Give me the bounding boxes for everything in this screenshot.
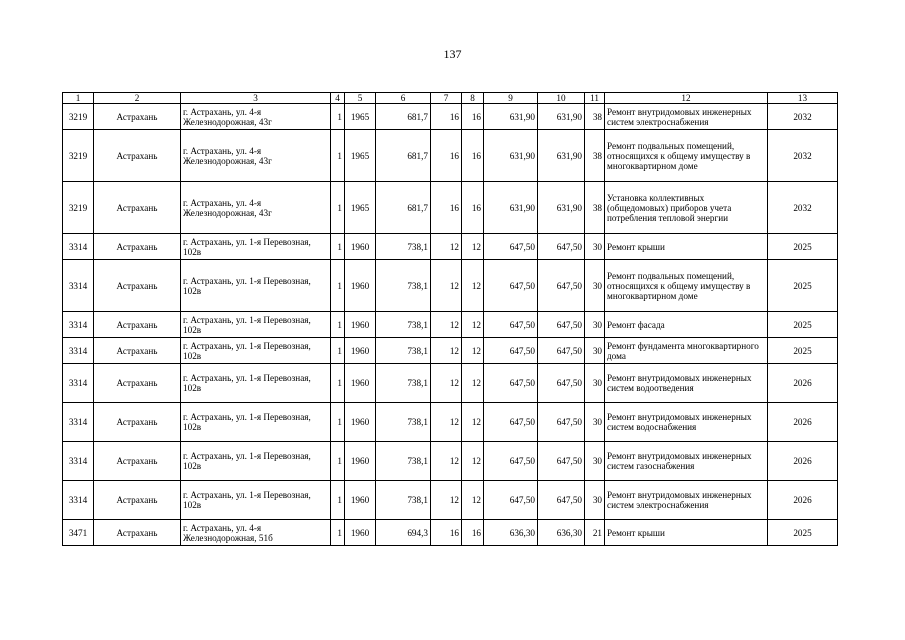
cell-year-planned: 2025 (768, 234, 838, 260)
cell-entrances-b: 12 (462, 338, 484, 364)
cell-year: 1960 (345, 442, 376, 481)
cell-year: 1960 (345, 260, 376, 312)
column-header-7: 7 (431, 93, 462, 104)
cell-area-b: 631,90 (538, 182, 585, 234)
cell-floors-count: 1 (331, 403, 345, 442)
cell-area-b: 631,90 (538, 104, 585, 130)
cell-id: 3314 (63, 312, 94, 338)
cell-area-a: 647,50 (484, 312, 538, 338)
cell-year: 1960 (345, 234, 376, 260)
table-row (63, 520, 838, 546)
cell-year-planned: 2026 (768, 442, 838, 481)
cell-work-type: Ремонт крыши (605, 234, 768, 260)
cell-area: 738,1 (376, 364, 431, 403)
cell-id: 3219 (63, 104, 94, 130)
cell-entrances-a: 12 (431, 481, 462, 520)
cell-floors-count: 1 (331, 364, 345, 403)
cell-entrances-b: 16 (462, 130, 484, 182)
cell-area-a: 647,50 (484, 260, 538, 312)
cell-floors-count: 1 (331, 312, 345, 338)
cell-address: г. Астрахань, ул. 1-я Перевозная, 102в (181, 442, 331, 481)
cell-floors-count: 1 (331, 481, 345, 520)
cell-entrances-b: 16 (462, 182, 484, 234)
cell-floors-count: 1 (331, 442, 345, 481)
cell-city: Астрахань (94, 403, 181, 442)
cell-area: 738,1 (376, 312, 431, 338)
column-header-11: 11 (585, 93, 605, 104)
cell-entrances-a: 12 (431, 312, 462, 338)
cell-year: 1960 (345, 312, 376, 338)
cell-address: г. Астрахань, ул. 1-я Перевозная, 102в (181, 234, 331, 260)
column-header-5: 5 (345, 93, 376, 104)
cell-area: 738,1 (376, 481, 431, 520)
cell-address: г. Астрахань, ул. 1-я Перевозная, 102в (181, 364, 331, 403)
table-row (63, 481, 838, 520)
table-row (63, 442, 838, 481)
cell-area-a: 631,90 (484, 130, 538, 182)
cell-area: 681,7 (376, 182, 431, 234)
cell-year-planned: 2026 (768, 364, 838, 403)
column-header-8: 8 (462, 93, 484, 104)
cell-floors-count: 1 (331, 234, 345, 260)
cell-entrances-a: 12 (431, 442, 462, 481)
cell-year-planned: 2025 (768, 260, 838, 312)
table-header-row (63, 93, 838, 104)
cell-entrances-a: 12 (431, 403, 462, 442)
cell-area-b: 647,50 (538, 481, 585, 520)
cell-area: 681,7 (376, 104, 431, 130)
cell-year-planned: 2032 (768, 130, 838, 182)
cell-count: 30 (585, 364, 605, 403)
cell-year-planned: 2032 (768, 104, 838, 130)
cell-year: 1960 (345, 403, 376, 442)
cell-entrances-b: 12 (462, 312, 484, 338)
cell-entrances-b: 12 (462, 481, 484, 520)
table-row (63, 364, 838, 403)
cell-year-planned: 2026 (768, 403, 838, 442)
cell-city: Астрахань (94, 481, 181, 520)
cell-work-type: Ремонт внутридомовых инженерных систем водоотведения (605, 364, 768, 403)
cell-id: 3314 (63, 442, 94, 481)
table-row (63, 338, 838, 364)
cell-count: 30 (585, 234, 605, 260)
table-row (63, 234, 838, 260)
cell-floors-count: 1 (331, 182, 345, 234)
cell-area-a: 631,90 (484, 104, 538, 130)
cell-area: 738,1 (376, 338, 431, 364)
cell-area-a: 636,30 (484, 520, 538, 546)
cell-entrances-a: 12 (431, 338, 462, 364)
cell-area-b: 647,50 (538, 234, 585, 260)
cell-count: 38 (585, 104, 605, 130)
cell-id: 3314 (63, 234, 94, 260)
cell-city: Астрахань (94, 260, 181, 312)
cell-year: 1960 (345, 481, 376, 520)
cell-floors-count: 1 (331, 520, 345, 546)
cell-area: 738,1 (376, 260, 431, 312)
table-row (63, 260, 838, 312)
cell-year-planned: 2025 (768, 312, 838, 338)
cell-work-type: Ремонт внутридомовых инженерных систем электроснабжения (605, 481, 768, 520)
cell-entrances-b: 12 (462, 260, 484, 312)
column-header-10: 10 (538, 93, 585, 104)
cell-entrances-b: 16 (462, 104, 484, 130)
cell-floors-count: 1 (331, 130, 345, 182)
cell-area-a: 647,50 (484, 481, 538, 520)
cell-entrances-a: 16 (431, 182, 462, 234)
table-body (63, 104, 838, 546)
cell-entrances-a: 12 (431, 364, 462, 403)
column-header-6: 6 (376, 93, 431, 104)
cell-year: 1960 (345, 364, 376, 403)
table-row (63, 403, 838, 442)
cell-work-type: Установка коллективных (общедомовых) приборов учета потребления тепловой энергии (605, 182, 768, 234)
cell-work-type: Ремонт фасада (605, 312, 768, 338)
cell-entrances-a: 16 (431, 520, 462, 546)
cell-address: г. Астрахань, ул. 1-я Перевозная, 102в (181, 312, 331, 338)
cell-city: Астрахань (94, 520, 181, 546)
column-header-4: 4 (331, 93, 345, 104)
cell-floors-count: 1 (331, 338, 345, 364)
cell-city: Астрахань (94, 442, 181, 481)
column-header-2: 2 (94, 93, 181, 104)
cell-work-type: Ремонт крыши (605, 520, 768, 546)
table-row (63, 104, 838, 130)
table-row (63, 182, 838, 234)
cell-entrances-a: 16 (431, 130, 462, 182)
cell-count: 30 (585, 403, 605, 442)
cell-entrances-b: 12 (462, 442, 484, 481)
cell-count: 30 (585, 442, 605, 481)
cell-area-b: 647,50 (538, 364, 585, 403)
cell-work-type: Ремонт подвальных помещений, относящихся к общему имуществу в многоквартирном доме (605, 260, 768, 312)
table-row (63, 130, 838, 182)
cell-count: 38 (585, 130, 605, 182)
cell-area: 694,3 (376, 520, 431, 546)
cell-count: 30 (585, 312, 605, 338)
cell-entrances-a: 12 (431, 260, 462, 312)
cell-address: г. Астрахань, ул. 1-я Перевозная, 102в (181, 481, 331, 520)
cell-work-type: Ремонт внутридомовых инженерных систем водоснабжения (605, 403, 768, 442)
cell-city: Астрахань (94, 312, 181, 338)
cell-address: г. Астрахань, ул. 4-я Железнодорожная, 51б (181, 520, 331, 546)
cell-work-type: Ремонт внутридомовых инженерных систем газоснабжения (605, 442, 768, 481)
cell-city: Астрахань (94, 338, 181, 364)
cell-year: 1965 (345, 130, 376, 182)
cell-year-planned: 2025 (768, 520, 838, 546)
cell-entrances-a: 16 (431, 104, 462, 130)
cell-city: Астрахань (94, 234, 181, 260)
cell-area-b: 647,50 (538, 260, 585, 312)
cell-year: 1960 (345, 520, 376, 546)
cell-address: г. Астрахань, ул. 1-я Перевозная, 102в (181, 338, 331, 364)
cell-area-a: 631,90 (484, 182, 538, 234)
cell-address: г. Астрахань, ул. 4-я Железнодорожная, 43г (181, 104, 331, 130)
cell-area-a: 647,50 (484, 338, 538, 364)
cell-address: г. Астрахань, ул. 1-я Перевозная, 102в (181, 403, 331, 442)
cell-id: 3314 (63, 403, 94, 442)
cell-area-b: 647,50 (538, 442, 585, 481)
cell-area-b: 647,50 (538, 338, 585, 364)
cell-area-b: 647,50 (538, 403, 585, 442)
cell-work-type: Ремонт подвальных помещений, относящихся к общему имуществу в многоквартирном доме (605, 130, 768, 182)
cell-id: 3471 (63, 520, 94, 546)
cell-floors-count: 1 (331, 104, 345, 130)
cell-address: г. Астрахань, ул. 4-я Железнодорожная, 43г (181, 130, 331, 182)
column-header-9: 9 (484, 93, 538, 104)
capital-repair-table (62, 92, 838, 546)
column-header-3: 3 (181, 93, 331, 104)
cell-area-a: 647,50 (484, 234, 538, 260)
cell-area-a: 647,50 (484, 364, 538, 403)
cell-entrances-b: 12 (462, 234, 484, 260)
cell-id: 3219 (63, 182, 94, 234)
cell-area: 738,1 (376, 234, 431, 260)
cell-city: Астрахань (94, 130, 181, 182)
cell-area-b: 636,30 (538, 520, 585, 546)
cell-work-type: Ремонт фундамента многоквартирного дома (605, 338, 768, 364)
cell-area-b: 631,90 (538, 130, 585, 182)
column-header-13: 13 (768, 93, 838, 104)
cell-count: 21 (585, 520, 605, 546)
page-number: 137 (443, 47, 462, 61)
cell-area-a: 647,50 (484, 403, 538, 442)
cell-entrances-b: 12 (462, 403, 484, 442)
cell-address: г. Астрахань, ул. 1-я Перевозная, 102в (181, 260, 331, 312)
cell-address: г. Астрахань, ул. 4-я Железнодорожная, 43г (181, 182, 331, 234)
cell-floors-count: 1 (331, 260, 345, 312)
cell-id: 3219 (63, 130, 94, 182)
column-header-12: 12 (605, 93, 768, 104)
cell-area: 738,1 (376, 403, 431, 442)
cell-city: Астрахань (94, 104, 181, 130)
cell-area-a: 647,50 (484, 442, 538, 481)
cell-year-planned: 2032 (768, 182, 838, 234)
cell-year: 1960 (345, 338, 376, 364)
cell-id: 3314 (63, 364, 94, 403)
table-row (63, 312, 838, 338)
cell-id: 3314 (63, 260, 94, 312)
cell-id: 3314 (63, 338, 94, 364)
cell-entrances-a: 12 (431, 234, 462, 260)
cell-entrances-b: 16 (462, 520, 484, 546)
cell-city: Астрахань (94, 364, 181, 403)
cell-area-b: 647,50 (538, 312, 585, 338)
cell-count: 30 (585, 481, 605, 520)
cell-id: 3314 (63, 481, 94, 520)
cell-year-planned: 2026 (768, 481, 838, 520)
cell-area: 681,7 (376, 130, 431, 182)
cell-year: 1965 (345, 104, 376, 130)
cell-work-type: Ремонт внутридомовых инженерных систем электроснабжения (605, 104, 768, 130)
cell-count: 30 (585, 338, 605, 364)
column-header-1: 1 (63, 93, 94, 104)
cell-count: 30 (585, 260, 605, 312)
cell-entrances-b: 12 (462, 364, 484, 403)
cell-year: 1965 (345, 182, 376, 234)
cell-city: Астрахань (94, 182, 181, 234)
cell-year-planned: 2025 (768, 338, 838, 364)
cell-area: 738,1 (376, 442, 431, 481)
cell-count: 38 (585, 182, 605, 234)
